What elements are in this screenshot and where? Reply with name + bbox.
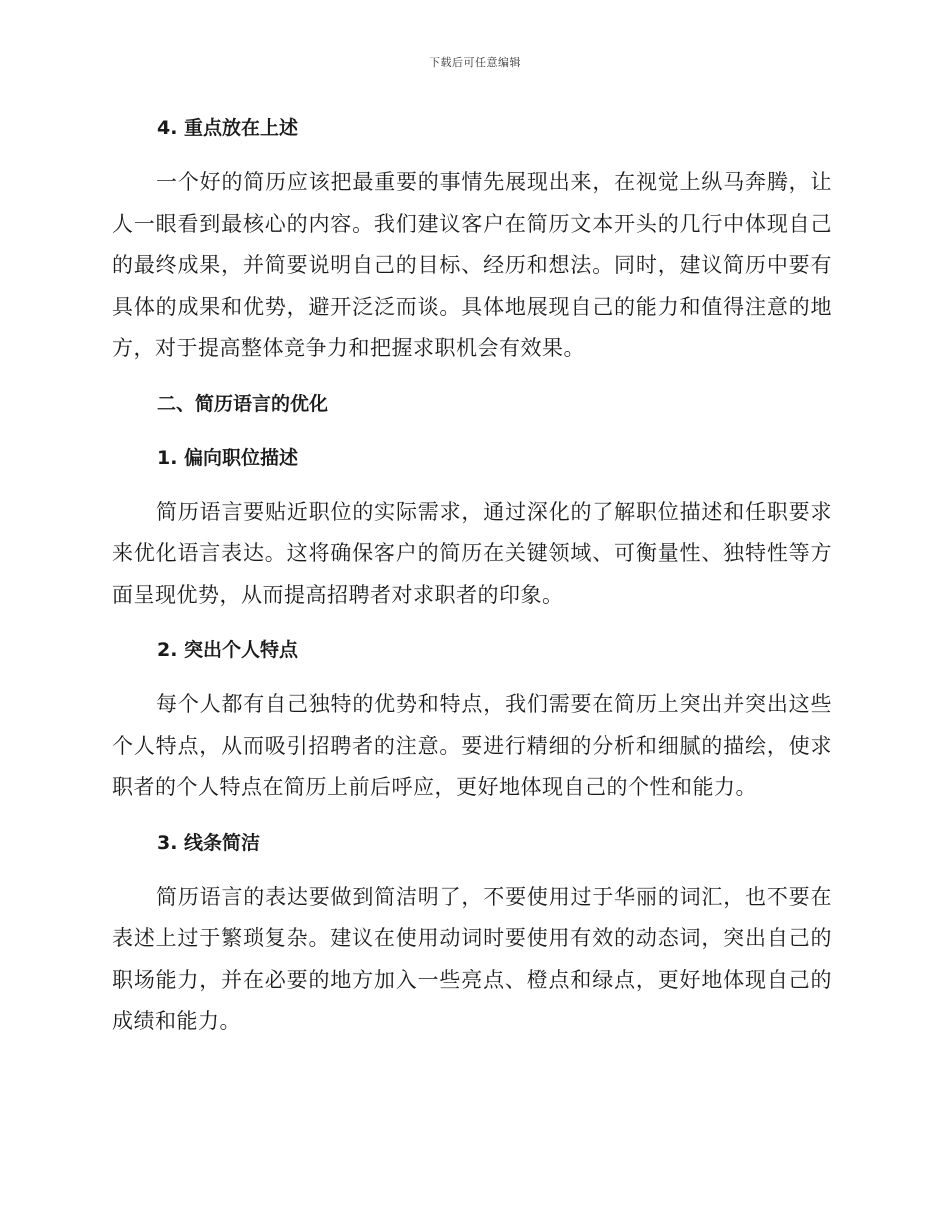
document-body xyxy=(112,108,832,1057)
paragraph-concise-lines: 简历语言的表达要做到简洁明了，不要使用过于华丽的词汇，也不要在表述上过于繁琐复杂。建议在使用动词时要使用有效的动态词，突出自己的职场能力，并在必要的地方加入一些亮点、橙点和绿点，更好地体现自己的成绩和能力。 xyxy=(112,884,832,1033)
heading-concise-lines: 3. 线条简洁 xyxy=(157,831,261,854)
page-header: 下载后可任意编辑 xyxy=(429,56,521,69)
heading-language-optimization: 二、简历语言的优化 xyxy=(157,392,329,415)
paragraph-personal-traits: 每个人都有自己独特的优势和特点，我们需要在简历上突出并突出这些个人特点，从而吸引招聘者的注意。要进行精细的分析和细腻的描绘，使求职者的个人特点在简历上前后呼应，更好地体现自己的个性和能力。 xyxy=(112,692,832,799)
paragraph-job-description: 简历语言要贴近职位的实际需求，通过深化的了解职位描述和任职要求来优化语言表达。这将确保客户的简历在关键领域、可衡量性、独特性等方面呈现优势，从而提高招聘者对求职者的印象。 xyxy=(112,499,832,607)
heading-focus-on-top: 4. 重点放在上述 xyxy=(157,117,299,139)
paragraph-focus-on-top: 一个好的简历应该把最重要的事情先展现出来，在视觉上纵马奔腾，让人一眼看到最核心的内容。我们建议客户在简历文本开头的几行中体现自己的最终成果，并简要说明自己的目标、经历和想法。同时，建议简历中要有具体的成果和优势，避开泛泛而谈。具体地展现自己的能力和值得注意的地方，对于提高整体竞争力和把握求职机会有效果。 xyxy=(112,170,832,360)
heading-personal-traits: 2. 突出个人特点 xyxy=(157,639,299,661)
heading-job-description: 1. 偏向职位描述 xyxy=(157,446,299,469)
